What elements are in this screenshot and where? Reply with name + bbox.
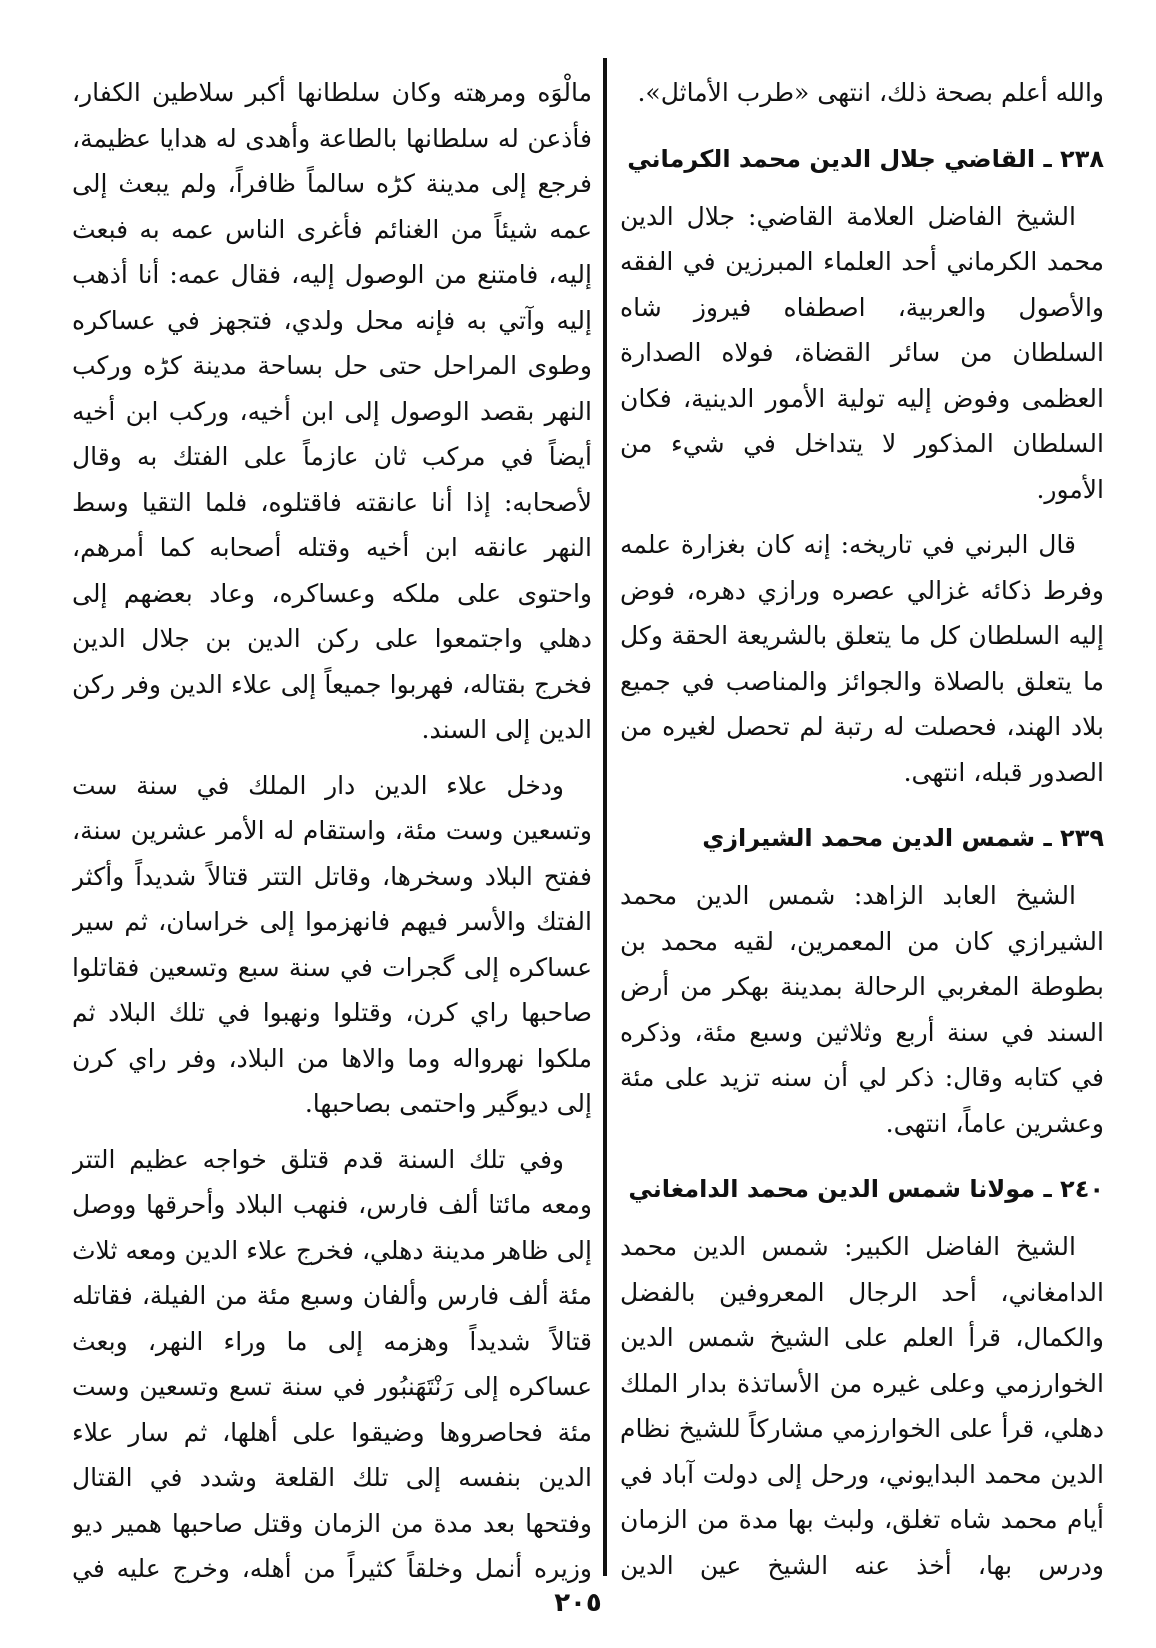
entry-238-paragraph-2: قال البرني في تاريخه: إنه كان بغزارة علمه وفرط ذكائه غزالي عصره ورازي دهره، فوض إليه السلطان كل ما يتعلق بالشريعة الحقة وكل ما يتعلق بالصلاة والجوائز والمناصب في جميع بلاد الهند، فحصلت له رتبة لم تحصل لغيره من الصدور قبله، انتهى. bbox=[620, 530, 1104, 787]
entry-238-paragraph-1: الشيخ الفاضل العلامة القاضي: جلال الدين محمد الكرماني أحد العلماء المبرزين في الفقه والأصول والعربية، اصطفاه فيروز شاه السلطان من سائر القضاة، فولاه الصدارة العظمى وفوض إليه تولية الأمور الدينية، فكان السلطان المذكور لا يتداخل في شيء من الأمور. bbox=[620, 201, 1104, 504]
column-divider bbox=[603, 58, 607, 1576]
entry-239-paragraph-1: الشيخ العابد الزاهد: شمس الدين محمد الشيرازي كان من المعمرين، لقيه محمد بن بطوطة المغربي الرحالة بمدينة بهكر من أرض السند في سنة أربع وثلاثين وسبع مئة، وذكره في كتابه وقال: ذكر لي أن سنه تزيد على مئة وعشرين عاماً، انتهى. bbox=[620, 881, 1104, 1138]
entry-heading-240: ٢٤٠ ـ مولانا شمس الدين محمد الدامغاني bbox=[628, 1175, 1104, 1203]
entry-heading-239: ٢٣٩ ـ شمس الدين محمد الشيرازي bbox=[702, 824, 1104, 852]
left-paragraph-3: وفي تلك السنة قدم قتلق خواجه عظيم التتر ومعه مائتا ألف فارس، فنهب البلاد وأحرقها ووصل إلى ظاهر مدينة دهلي، فخرج علاء الدين ومعه ثلاث مئة ألف فارس وألفان وسبع مئة من الفيلة، فقاتله قتالاً شديداً وهزمه إلى ما وراء النهر، وبعث عساكره إلى رَنْتَهَنبُور في سنة تسع وتسعين وست مئة فحاصروها وضيقوا على أهلها، ثم سار علاء الدين بنفسه إلى تلك القلعة وشدد في القتال وفتحها بعد مدة من الزمان وقتل صاحبها همير ديو وزيره أنمل وخلقاً كثيراً من أهله، وخرج عليه في bbox=[72, 1144, 592, 1583]
left-paragraph-1: مالْوَه ومرهته وكان سلطانها أكبر سلاطين الكفار، فأذعن له سلطانها بالطاعة وأهدى له هدايا عظيمة، فرجع إلى مدينة كڑه سالماً ظافراً، ولم يبعث إلى عمه شيئاً من الغنائم فأغرى الناس عمه به فبعث إليه، فامتنع من الوصول إليه، فقال عمه: أنا أذهب إليه وآتي به فإنه محل ولدي، فتجهز في عساكره وطوى المراحل حتى حل بساحة مدينة كڑه وركب النهر بقصد الوصول إلى ابن أخيه، وركب ابن أخيه أيضاً في مركب ثان عازماً على الفتك به وقال لأصحابه: إذا أنا عانقته فاقتلوه، فلما التقيا وسط النهر عانقه ابن أخيه وقتله أصحابه كما أمرهم، واحتوى على ملكه وعساكره، وعاد بعضهم إلى دهلي واجتمعوا على ركن الدين بن جلال الدين فخرج بقتاله، فهربوا جميعاً إلى علاء الدين وفر ركن الدين إلى السند. bbox=[72, 78, 592, 744]
left-column bbox=[72, 70, 592, 1590]
left-paragraph-2: ودخل علاء الدين دار الملك في سنة ست وتسعين وست مئة، واستقام له الأمر عشرين سنة، ففتح البلاد وسخرها، وقاتل التتر قتالاً شديداً وأكثر الفتك والأسر فيهم فانهزموا إلى خراسان، ثم سير عساكره إلى گجرات في سنة سبع وتسعين فقاتلوا صاحبها راي كرن، وقتلوا ونهبوا في تلك البلاد ثم ملكوا نهرواله وما والاها من البلاد، وفر راي كرن إلى ديوگير واحتمى بصاحبها. bbox=[72, 770, 592, 1118]
intro-line: والله أعلم بصحة ذلك، انتهى «طرب الأماثل». bbox=[637, 78, 1104, 107]
entry-heading-238: ٢٣٨ ـ القاضي جلال الدين محمد الكرماني bbox=[627, 144, 1104, 173]
right-column bbox=[620, 70, 1104, 1590]
page-number: ٢٠٥ bbox=[554, 1588, 602, 1618]
entry-240-paragraph-1: الشيخ الفاضل الكبير: شمس الدين محمد الدامغاني، أحد الرجال المعروفين بالفضل والكمال، قرأ العلم على الشيخ شمس الدين الخوارزمي وعلى غيره من الأساتذة بدار الملك دهلي، قرأ على الخوارزمي مشاركاً للشيخ نظام الدين محمد البدايوني، ورحل إلى دولت آباد في أيام محمد شاه تغلق، ولبث بها مدة من الزمان ودرس بها، أخذ عنه الشيخ عين الدين bbox=[620, 1232, 1104, 1580]
